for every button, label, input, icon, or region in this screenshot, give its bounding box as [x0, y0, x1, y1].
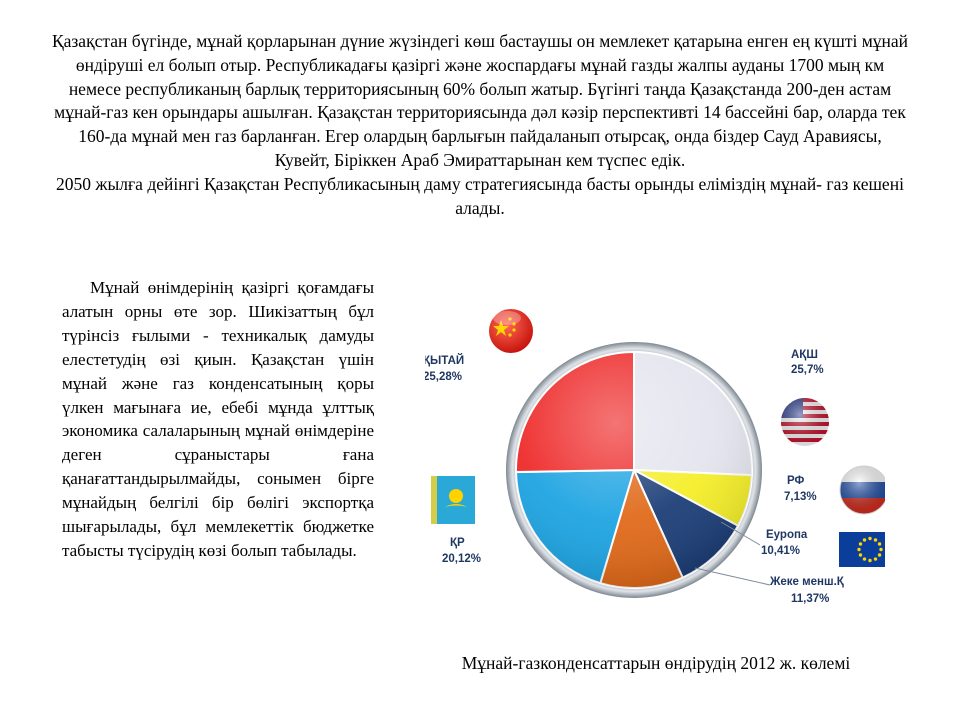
label-usa-value: 25,7% [791, 364, 824, 376]
label-kz-name: ҚР [450, 537, 465, 549]
eu-star [878, 542, 881, 545]
eu-star [863, 557, 866, 560]
usa-flag-icon [781, 398, 829, 446]
intro-text [50, 30, 910, 220]
pie-chart [425, 300, 885, 612]
label-private-name: Жеке менш.Қ [770, 576, 844, 588]
chart-caption: Мұнай-газконденсаттарын өндірудің 2012 ж. көлемі [461, 653, 851, 673]
china-flag-icon [489, 309, 533, 353]
eu-star [863, 538, 866, 541]
label-rf-name: РФ [787, 475, 805, 487]
eu-star [868, 537, 871, 540]
eu-star [868, 559, 871, 562]
pie-gloss [516, 352, 752, 588]
eu-star [874, 538, 877, 541]
label-rf-value: 7,13% [784, 491, 817, 503]
label-eu-name: Еуропа [766, 529, 808, 541]
intro-paragraph-2: 2050 жылға дейінгі Қазақстан Республикасының даму стратегиясында басты орынды еліміздің мұнай- газ кешені алады. [56, 173, 904, 218]
label-kz-value: 20,12% [442, 553, 482, 565]
leader-line-private [695, 568, 770, 585]
label-china-name: ҚЫТАЙ [425, 355, 465, 367]
eu-star [857, 548, 860, 551]
eu-star [859, 542, 862, 545]
side-text [62, 276, 374, 563]
kazakhstan-flag-icon [431, 476, 475, 524]
side-paragraph: Мұнай өнімдерінің қазіргі қоғамдағы алатын орны өте зор. Шикізаттың бұл түрінсіз ғылыми - техникалық дамуды елестетудің өзі қиын. Қазақстан үшін мұнай және газ конденсатының қоры үлкен мағынаға ие, ебебі мұнда ұлттық экономика салаларының мұнай өнімдеріне деген сұраныстары ғана қанағаттандырылмайды, сонымен бірге мұнайдың белгілі бір бөлігі экспортқа шығарылады, бұл мемлекеттік бюджетке табысты түсірудің көзі болып табылады. [62, 278, 374, 560]
intro-paragraph-1: Қазақстан бүгінде, мұнай қорларынан дүние жүзіндегі көш бастаушы он мемлекет қатарына енген ең күшті мұнай өндіруші ел болып отыр. Республикадағы қазіргі және жоспардағы мұнай газды жалпы ауданы 1700 мың км немесе республиканың барлық территориясының 60% болып жатыр. Бүгінгі таңда Қазақстанда 200-ден астам мұнай-газ кен орындары ашылған. Қазақстан территориясында дәл кәзір перспективті 14 бассейні бар, оларда тек 160-да мұнай мен газ барланған. Егер олардың барлығын пайдаланып отырсақ, онда біздер Сауд Аравиясы, Кувейт, Біріккен Араб Эмираттарынан кем түспес едік. [51, 31, 909, 170]
pie-chart-area [425, 300, 885, 612]
label-private-value: 11,37% [791, 593, 830, 605]
eu-flag-icon [839, 532, 885, 567]
label-usa-name: АҚШ [791, 349, 818, 361]
eu-star [878, 553, 881, 556]
eu-star [874, 557, 877, 560]
russia-flag-icon [840, 466, 885, 514]
label-china-value: 25,28% [425, 371, 463, 383]
eu-star [879, 548, 882, 551]
eu-star [859, 553, 862, 556]
label-eu-value: 10,41% [761, 545, 801, 557]
